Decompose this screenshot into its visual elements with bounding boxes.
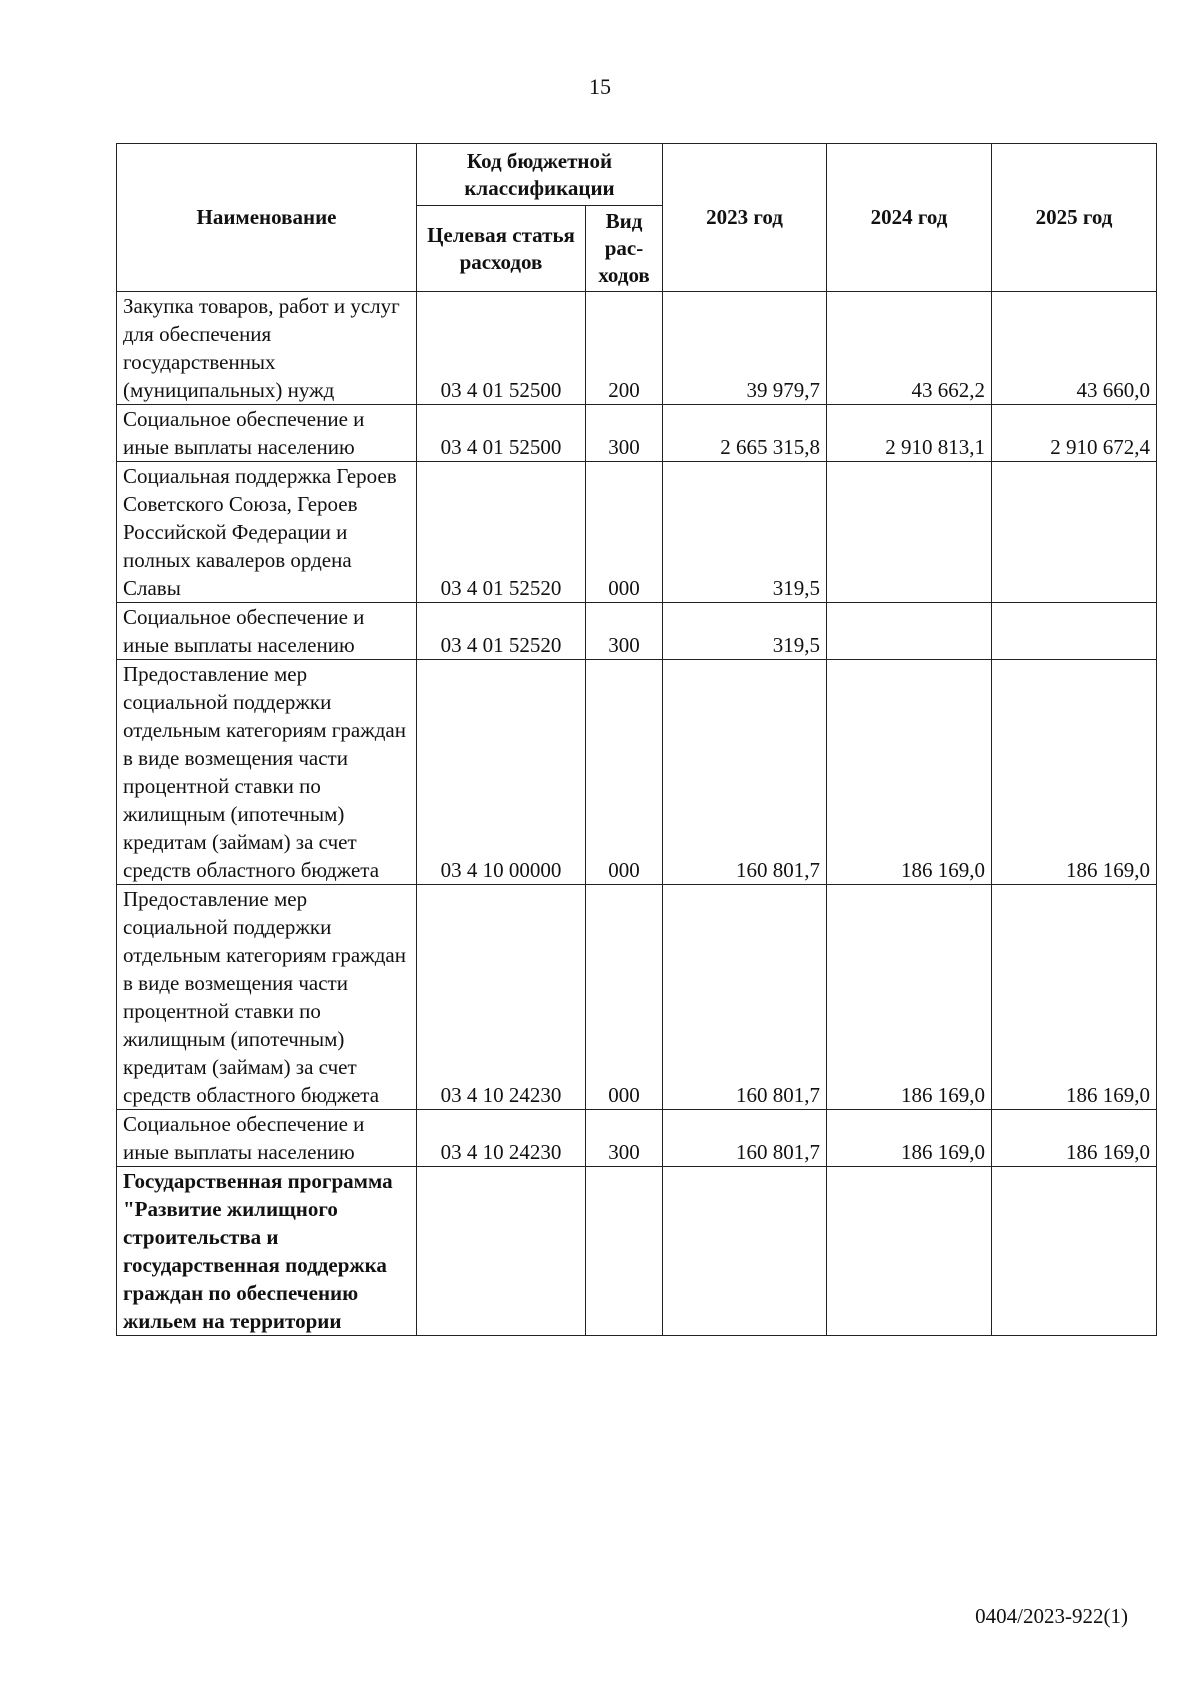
row-target-code: 03 4 01 52520 [417,462,586,603]
document-code: 0404/2023-922(1) [975,1604,1128,1628]
row-expense-type: 000 [586,462,663,603]
header-year-2024: 2024 год [827,144,992,292]
table-row [117,603,1157,660]
row-value-2025 [992,1167,1157,1336]
row-value-2023 [663,1167,827,1336]
row-expense-type: 300 [586,1110,663,1167]
row-expense-type [586,1167,663,1336]
row-value-2023: 319,5 [663,462,827,603]
row-value-2024: 2 910 813,1 [827,405,992,462]
table-row [117,405,1157,462]
header-name: Наименование [117,144,417,292]
row-value-2024 [827,603,992,660]
row-name: Предоставление мер социальной поддержки отдельным категориям граждан в виде возмещения части процентной ставки по жилищным (ипотечным) кредитам (займам) за счет средств областного бюджета [117,660,417,885]
row-value-2024: 186 169,0 [827,1110,992,1167]
row-expense-type: 200 [586,292,663,405]
row-value-2024: 186 169,0 [827,660,992,885]
header-year-2025: 2025 год [992,144,1157,292]
row-name: Закупка товаров, работ и услуг для обеспечения государственных (муниципальных) нужд [117,292,417,405]
row-target-code: 03 4 01 52500 [417,292,586,405]
row-expense-type: 000 [586,660,663,885]
row-value-2025: 43 660,0 [992,292,1157,405]
row-name: Социальное обеспечение и иные выплаты населению [117,405,417,462]
table-row [117,292,1157,405]
row-name: Социальное обеспечение и иные выплаты населению [117,603,417,660]
header-expense-type: Вид рас- ходов [586,206,663,292]
table-header-row-1 [117,144,1157,206]
row-name: Социальное обеспечение и иные выплаты населению [117,1110,417,1167]
row-name: Предоставление мер социальной поддержки отдельным категориям граждан в виде возмещения части процентной ставки по жилищным (ипотечным) кредитам (займам) за счет средств областного бюджета [117,885,417,1110]
row-value-2025 [992,603,1157,660]
budget-table [116,143,1157,1336]
table-row [117,462,1157,603]
header-year-2023: 2023 год [663,144,827,292]
page-number: 15 [589,74,611,99]
row-name: Государственная программа "Развитие жилищного строительства и государственная поддержка граждан по обеспечению жильем на территории [117,1167,417,1336]
row-value-2025: 186 169,0 [992,660,1157,885]
row-value-2023: 160 801,7 [663,885,827,1110]
row-value-2024 [827,462,992,603]
row-value-2023: 160 801,7 [663,1110,827,1167]
row-target-code: 03 4 10 00000 [417,660,586,885]
row-expense-type: 300 [586,603,663,660]
row-value-2025: 2 910 672,4 [992,405,1157,462]
row-value-2023: 160 801,7 [663,660,827,885]
row-value-2023: 39 979,7 [663,292,827,405]
row-target-code: 03 4 01 52500 [417,405,586,462]
row-value-2023: 319,5 [663,603,827,660]
row-target-code: 03 4 10 24230 [417,1110,586,1167]
row-name: Социальная поддержка Героев Советского Союза, Героев Российской Федерации и полных кавалеров ордена Славы [117,462,417,603]
table-row [117,1167,1157,1336]
row-value-2024: 43 662,2 [827,292,992,405]
row-expense-type: 000 [586,885,663,1110]
table-row [117,885,1157,1110]
header-target-article: Целевая статья расходов [417,206,586,292]
row-value-2024: 186 169,0 [827,885,992,1110]
row-value-2023: 2 665 315,8 [663,405,827,462]
row-value-2024 [827,1167,992,1336]
row-target-code: 03 4 01 52520 [417,603,586,660]
table-row [117,660,1157,885]
row-value-2025 [992,462,1157,603]
row-value-2025: 186 169,0 [992,1110,1157,1167]
row-target-code [417,1167,586,1336]
header-budget-code: Код бюджетной классификации [417,144,663,206]
row-expense-type: 300 [586,405,663,462]
table-row [117,1110,1157,1167]
row-target-code: 03 4 10 24230 [417,885,586,1110]
row-value-2025: 186 169,0 [992,885,1157,1110]
